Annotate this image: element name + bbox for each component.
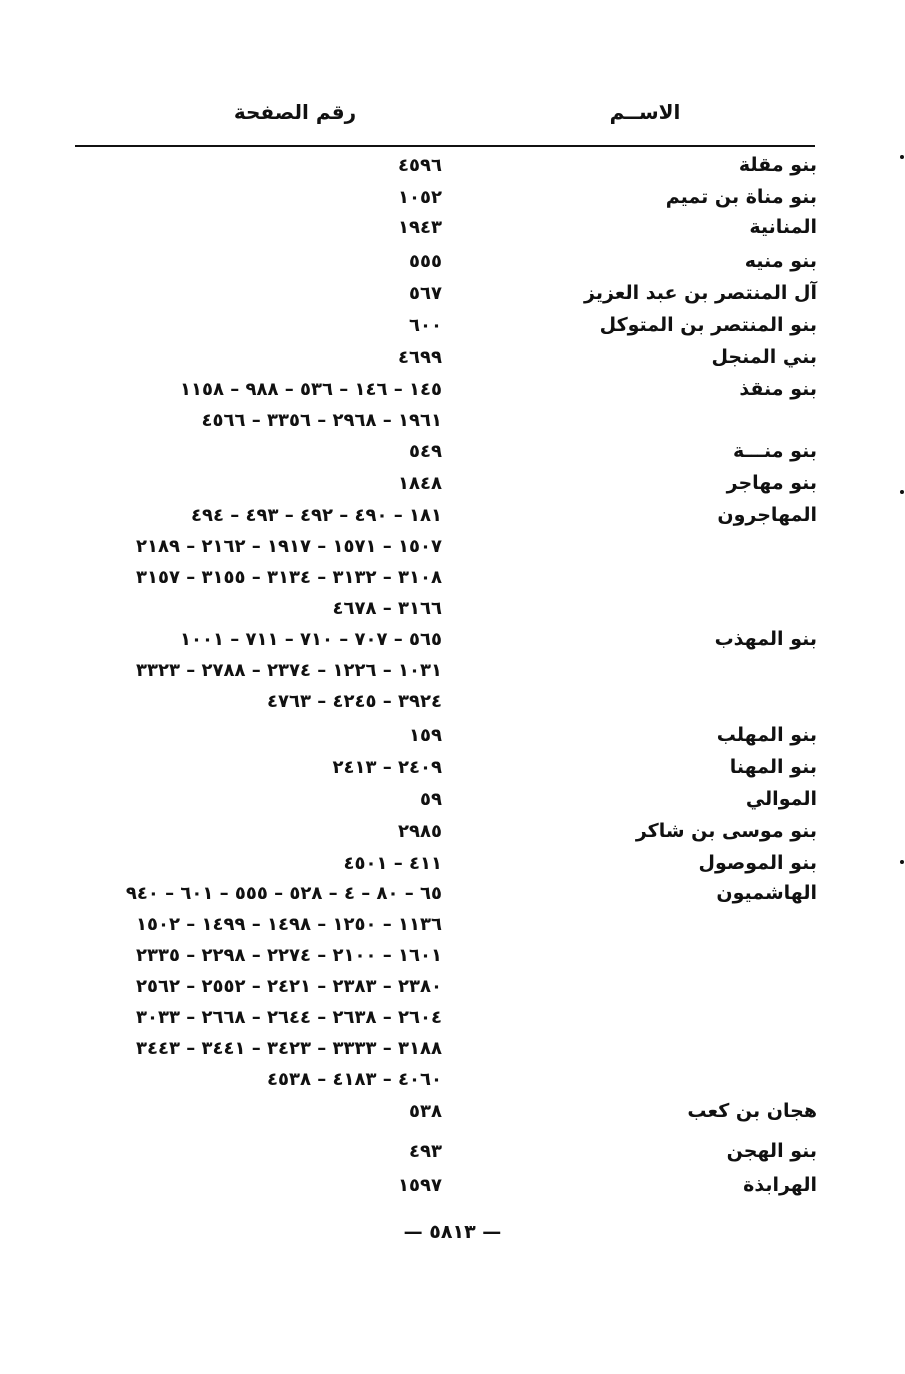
entry-pages: [398, 212, 442, 243]
page-number-line: ١٩٤٣: [398, 217, 442, 238]
entry-pages: [136, 500, 442, 624]
entry-pages: [409, 310, 442, 341]
page-number-line: ٤٦٩٩: [398, 347, 442, 368]
margin-mark: [900, 490, 904, 494]
entry-pages: [409, 246, 442, 277]
entry-pages: [126, 878, 442, 1095]
entry-name: بنو مهاجر: [726, 472, 817, 494]
page-number-line: ٤٩٣: [409, 1141, 442, 1162]
entry-pages: [398, 342, 442, 373]
entry-name: بنو الهجن: [726, 1140, 817, 1162]
page-number-line: ٢٣٨٠ – ٢٣٨٣ – ٢٤٢١ – ٢٥٥٢ – ٢٥٦٢: [136, 976, 442, 997]
page-number-line: ٤١١ – ٤٥٠١: [343, 853, 442, 874]
entry-name: بنو منقذ: [739, 378, 817, 400]
page-number-line: ١٥٩٧: [398, 1175, 442, 1196]
page-number-line: ٣١٠٨ – ٣١٣٢ – ٣١٣٤ – ٣١٥٥ – ٣١٥٧: [136, 567, 442, 588]
entry-name: الهرابذة: [743, 1174, 817, 1196]
entry-name: بنو موسى بن شاكر: [635, 820, 817, 842]
entry-name: بنو منيه: [744, 250, 817, 272]
page-number-line: ١٦٠١ – ٢١٠٠ – ٢٢٧٤ – ٢٢٩٨ – ٢٣٣٥: [136, 945, 442, 966]
page-number-line: ٢٦٠٤ – ٢٦٣٨ – ٢٦٤٤ – ٢٦٦٨ – ٣٠٣٣: [136, 1007, 442, 1028]
page-number-line: ٣٩٢٤ – ٤٢٤٥ – ٤٧٦٣: [267, 691, 442, 712]
entry-name: بنو منـــة: [733, 440, 817, 462]
entry-name: بنو المهنا: [729, 756, 817, 778]
entry-pages: [398, 468, 442, 499]
page-number-line: ٢٩٨٥: [398, 821, 442, 842]
header-rule: [75, 145, 815, 147]
entry-name: هجان بن كعب: [687, 1100, 817, 1122]
page-number-line: ١٤٥ – ١٤٦ – ٥٣٦ – ٩٨٨ – ١١٥٨: [179, 379, 442, 400]
entry-pages: [420, 784, 442, 815]
page-number-line: ١٥٩: [409, 725, 442, 746]
page-number-line: ١٥٠٧ – ١٥٧١ – ١٩١٧ – ٢١٦٢ – ٢١٨٩: [136, 536, 442, 557]
page-number-line: ٥٩: [420, 789, 442, 810]
page-number-line: ٥٥٥: [409, 251, 442, 272]
entry-name: بنو المهلب: [716, 724, 817, 746]
page-number-line: ٦٥ – ٨٠ – ٤ – ٥٢٨ – ٥٥٥ – ٦٠١ – ٩٤٠: [125, 883, 442, 904]
entry-pages: [398, 816, 442, 847]
entry-pages: [409, 1136, 442, 1167]
entry-name: بنو مناة بن تميم: [665, 186, 817, 208]
entry-name: بنو المهذب: [714, 628, 817, 650]
page-number-line: ١٨١ – ٤٩٠ – ٤٩٢ – ٤٩٣ – ٤٩٤: [190, 505, 442, 526]
entry-pages: [398, 150, 442, 181]
page-number-line: ١٩٦١ – ٢٩٦٨ – ٣٣٥٦ – ٤٥٦٦: [201, 410, 442, 431]
page-footer-number: — ٥٨١٣ —: [403, 1221, 502, 1243]
entry-name: آل المنتصر بن عبد العزيز: [584, 282, 817, 304]
page-number-line: ١٠٥٢: [398, 187, 442, 208]
page-number-line: ٥٤٩: [409, 441, 442, 462]
name-column-header: الاســم: [609, 100, 681, 124]
entry-name: بني المنجل: [711, 346, 817, 368]
page-number-line: ١١٣٦ – ١٢٥٠ – ١٤٩٨ – ١٤٩٩ – ١٥٠٢: [136, 914, 442, 935]
entry-pages: [398, 1170, 442, 1201]
entry-name: المنانية: [749, 216, 817, 238]
page-number-column-header: رقم الصفحة: [233, 100, 357, 124]
page-number-line: ٦٠٠: [409, 315, 442, 336]
entry-pages: [333, 752, 442, 783]
entry-name: الموالي: [745, 788, 817, 810]
entry-pages: [409, 720, 442, 751]
margin-mark: [900, 155, 904, 159]
entry-name: بنو مقلة: [738, 154, 817, 176]
page-number-line: ٢٤٠٩ – ٢٤١٣: [332, 757, 442, 778]
page-number-line: ١٨٤٨: [398, 473, 442, 494]
page-number-line: ٥٦٧: [409, 283, 442, 304]
entry-pages: [409, 1096, 442, 1127]
entry-name: بنو المنتصر بن المتوكل: [599, 314, 817, 336]
entry-pages: [409, 278, 442, 309]
entry-pages: [409, 436, 442, 467]
entry-name: الهاشميون: [716, 882, 817, 904]
entry-pages: [180, 374, 442, 436]
margin-mark: [900, 860, 904, 864]
page-number-line: ٥٣٨: [409, 1101, 442, 1122]
page-number-line: ١٠٣١ – ١٢٢٦ – ٢٣٧٤ – ٢٧٨٨ – ٣٣٢٣: [136, 660, 442, 681]
entry-pages: [136, 624, 442, 717]
entry-pages: [398, 182, 442, 213]
page-number-line: ٤٥٩٦: [398, 155, 442, 176]
entry-name: المهاجرون: [717, 504, 817, 526]
page-number-line: ٤٠٦٠ – ٤١٨٣ – ٤٥٣٨: [267, 1069, 442, 1090]
page-number-line: ٣١٦٦ – ٤٦٧٨: [332, 598, 442, 619]
entry-pages: [344, 848, 442, 879]
page-number-line: ٥٦٥ – ٧٠٧ – ٧١٠ – ٧١١ – ١٠٠١: [179, 629, 442, 650]
page-number-line: ٣١٨٨ – ٣٣٣٣ – ٣٤٢٣ – ٣٤٤١ – ٣٤٤٣: [136, 1038, 442, 1059]
entry-name: بنو الموصول: [698, 852, 817, 874]
